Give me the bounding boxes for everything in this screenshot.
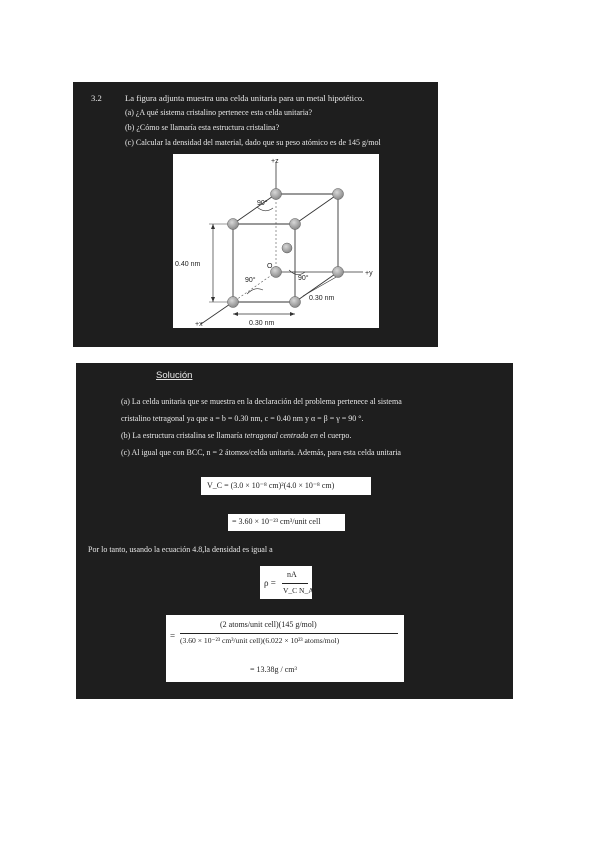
angle-right-label: 90° xyxy=(298,275,309,282)
atom-body-center xyxy=(282,243,292,253)
atom-corner xyxy=(290,219,301,230)
solution-heading: Solución xyxy=(156,370,193,381)
calc-equals: = xyxy=(170,631,176,641)
axis-y-label: +y xyxy=(365,270,373,277)
vc-equation-box xyxy=(201,477,371,495)
calc-fraction-bar xyxy=(180,633,398,634)
unit-cell-figure xyxy=(173,154,379,328)
origin-label: O xyxy=(267,263,273,270)
calc-denominator: (3.60 × 10⁻²³ cm³/unit cell)(6.022 × 10²³ atoms/mol) xyxy=(180,636,340,645)
dim-height-label: 0.40 nm xyxy=(175,261,201,268)
dim-depth-label: 0.30 nm xyxy=(309,295,335,302)
vc-result-box xyxy=(228,514,345,531)
dim-width-label: 0.30 nm xyxy=(249,320,275,327)
vc-result: = 3.60 × 10⁻²³ cm³/unit cell xyxy=(232,517,321,526)
problem-part-a: (a) ¿A qué sistema cristalino pertenece esta celda unitaria? xyxy=(125,108,313,117)
solution-a-line2: cristalino tetragonal ya que a = b = 0.30 nm, c = 0.40 nm y α = β = γ = 90 °. xyxy=(121,414,364,423)
atom-corner xyxy=(290,297,301,308)
problem-statement: La figura adjunta muestra una celda unitaria para un metal hipotético. xyxy=(125,93,365,103)
atom-corner xyxy=(228,297,239,308)
density-intro: Por lo tanto, usando la ecuación 4.8,la densidad es igual a xyxy=(88,545,273,554)
calc-result: = 13.38g / cm³ xyxy=(250,665,297,674)
solution-panel xyxy=(76,363,513,699)
atom-corner xyxy=(228,219,239,230)
x-axis-line xyxy=(201,302,233,324)
rho-fraction-bar xyxy=(282,583,308,584)
problem-number: 3.2 xyxy=(91,93,102,103)
angle-top-label: 90° xyxy=(257,200,268,207)
axis-z-label: +z xyxy=(271,158,279,165)
problem-part-c: (c) Calcular la densidad del material, dado que su peso atómico es de 145 g/mol xyxy=(125,138,381,147)
problem-part-b: (b) ¿Cómo se llamaría esta estructura cristalina? xyxy=(125,123,280,132)
solution-c-line: (c) Al igual que con BCC, n = 2 átomos/celda unitaria. Además, para esta celda unitaria xyxy=(121,448,401,457)
rho-formula-box xyxy=(260,566,312,599)
vc-equation: V_C = (3.0 × 10⁻⁸ cm)²(4.0 × 10⁻⁸ cm) xyxy=(207,481,335,490)
atom-corner xyxy=(333,189,344,200)
problem-panel xyxy=(73,82,438,347)
atom-corner xyxy=(333,267,344,278)
solution-b-line: (b) La estructura cristalina se llamaría tetragonal centrada en el cuerpo. xyxy=(121,431,352,440)
calc-numerator: (2 atoms/unit cell)(145 g/mol) xyxy=(220,620,317,629)
rho-denominator: V_C N_A xyxy=(283,586,314,595)
axis-x-label: +x xyxy=(195,321,203,328)
angle-left-label: 90° xyxy=(245,277,256,284)
solution-a-line1: (a) La celda unitaria que se muestra en la declaración del problema pertenece al sistema xyxy=(121,397,402,406)
rho-lhs: ρ = xyxy=(264,578,276,588)
density-calc-box xyxy=(166,615,404,682)
atom-corner xyxy=(271,189,282,200)
rho-numerator: nA xyxy=(287,570,297,579)
